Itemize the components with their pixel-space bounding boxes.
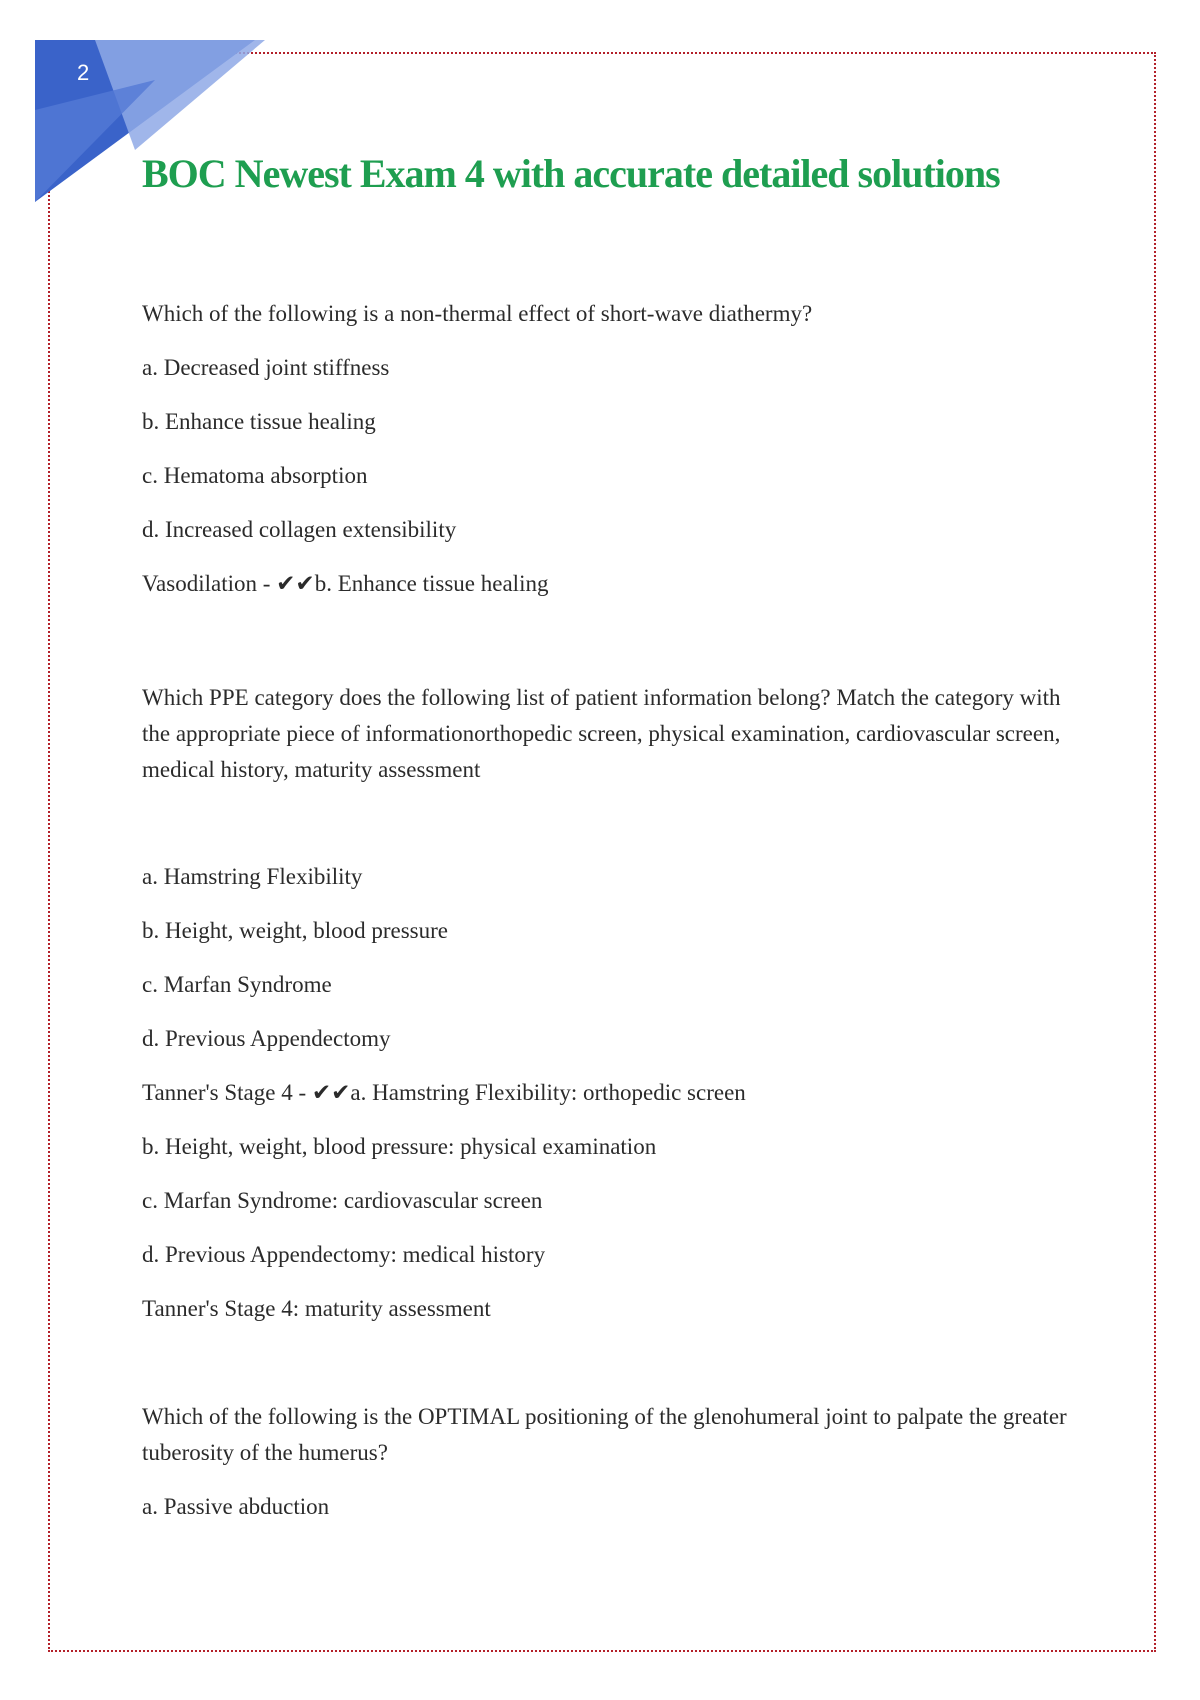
question-3 (142, 1399, 1092, 1525)
question-1 (142, 296, 1092, 602)
answer-option: a. Hamstring Flexibility (142, 864, 363, 889)
answer-key: c. Marfan Syndrome: cardiovascular screen (142, 1188, 543, 1213)
answer-option: c. Hematoma absorption (142, 463, 368, 488)
document-title: BOC Newest Exam 4 with accurate detailed solutions (142, 151, 1000, 196)
answer-key: d. Previous Appendectomy: medical history (142, 1242, 546, 1267)
answer-option: d. Previous Appendectomy (142, 1026, 391, 1051)
page-number: 2 (77, 60, 90, 85)
question-prompt: Which of the following is a non-thermal effect of short-wave diathermy? (142, 301, 813, 326)
question-prompt: Which PPE category does the following list of patient information belong? Match the category with the appropriate piece of informationorthopedic screen, physical examination, cardiovascular screen, medical history, maturity assessment (142, 685, 1061, 782)
answer-key: b. Height, weight, blood pressure: physical examination (142, 1134, 657, 1159)
question-2 (142, 680, 1092, 1327)
answer-option: d. Increased collagen extensibility (142, 517, 457, 542)
answer-key: Vasodilation - ✔✔b. Enhance tissue healing (142, 571, 549, 596)
question-prompt: Which of the following is the OPTIMAL positioning of the glenohumeral joint to palpate the greater tuberosity of the humerus? (142, 1404, 1067, 1465)
answer-option: b. Enhance tissue healing (142, 409, 376, 434)
answer-option: a. Decreased joint stiffness (142, 355, 390, 380)
answer-key: Tanner's Stage 4 - ✔✔a. Hamstring Flexibility: orthopedic screen (142, 1080, 746, 1105)
document-body (142, 296, 1092, 1543)
answer-option: c. Marfan Syndrome (142, 972, 332, 997)
answer-option: a. Passive abduction (142, 1494, 330, 1519)
answer-key: Tanner's Stage 4: maturity assessment (142, 1296, 491, 1321)
answer-option: b. Height, weight, blood pressure (142, 918, 448, 943)
